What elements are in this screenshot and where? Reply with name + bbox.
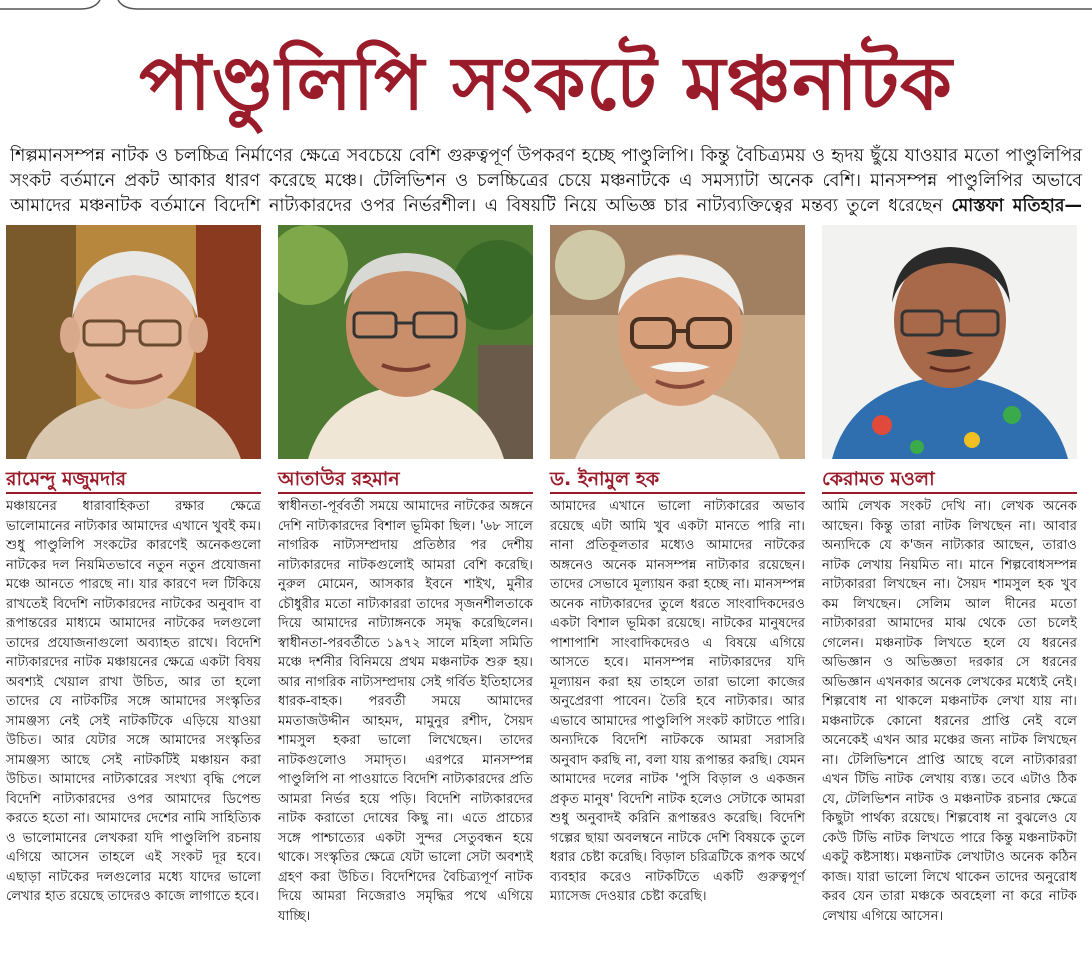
column-text-4: আমি লেখক সংকট দেখি না। লেখক অনেক আছেন। কিন্তু তারা নাটক লিখছেন না। আবার অন্যদিকে যে ক'জন নাট্যকার আছেন, তারাও নাটক লেখায় নিয়মিত না। মানে শিল্পবোধসম্পন্ন নাট্যকাররা লিখছেন না। সৈয়দ শামসুল হক খুব কম লিখছেন। সেলিম আল দীনের মতো নাট্যকাররা আমাদের মাঝ থেকে তো চলেই গেলেন। মঞ্চনাটক লিখতে হলে যে ধরনের অভিজ্ঞান ও অভিজ্ঞতা দরকার সে ধরনের অভিজ্ঞান এখনকার অনেক লেখকের মধ্যেই নেই। শিল্পবোধ না থাকলে মঞ্চনাটক লেখা যায় না। মঞ্চনাটকে কোনো ধরনের প্রাপ্তি নেই বলে অনেকেই এখন আর মঞ্চের জন্য নাটক লিখছেন না। টেলিভিশনে প্রাপ্তি আছে বলে নাট্যকাররা এখন টিভি নাটক লেখায় ব্যস্ত। তবে এটাও ঠিক যে, টেলিভিশন নাটক ও মঞ্চনাটক রচনার ক্ষেত্রে কিছুটা পার্থক্য রয়েছে। শিল্পবোধ না বুঝলেও যে কেউ টিভি নাটক লিখতে পারে কিন্তু মঞ্চনাটকটা একটু কষ্টসাধ্য। মঞ্চনাটক লেখাটাও অনেক কঠিন কাজ। যারা ভালো লিখে থাকেন তাদের অনুরোধ করব যেন তারা মঞ্চকে অবহেলা না করে নাটক লেখায় এগিয়ে আসেন। [822,499,1077,924]
portrait-3-image [550,225,805,459]
column-text-3: আমাদের এখানে ভালো নাট্যকারের অভাব রয়েছে এটা আমি খুব একটা মানতে পারি না। নানা প্রতিকূলতার মধ্যেও আমাদের নাটকের অঙ্গনেও অনেক মানসম্পন্ন নাট্যকার রয়েছেন। তাদের সেভাবে মূল্যায়ন করা হচ্ছে না। মানসম্পন্ন অনেক নাট্যকারদের তুলে ধরতে সাংবাদিকদেরও একটা বিশাল ভূমিকা রয়েছে। নাটকের মানুষদের পাশাপাশি সাংবাদিকদেরও এ বিষয়ে এগিয়ে আসতে হবে। মানসম্পন্ন নাট্যকারদের যদি মূল্যায়ন করা হয় তাহলে তারা ভালো কাজের অনুপ্রেরণা পাবেন। তৈরি হবে নাট্যকার। আর এভাবে আমাদের পাণ্ডুলিপি সংকট কাটাতে পারি। অন্যদিকে বিদেশি নাটককে আমরা সরাসরি অনুবাদ করছি না, বলা যায় রূপান্তর করছি। যেমন আমাদের দলের নাটক 'পুসি বিড়াল ও একজন প্রকৃত মানুষ' বিদেশি নাটক হলেও সেটাকে আমরা শুধু অনুবাদই করিনি রূপান্তরও করেছি। বিদেশি গল্পের ছায়া অবলম্বনে নাটকে দেশি বিষয়কে তুলে ধরার চেষ্টা করেছি। বিড়াল চরিত্রটিকে রূপক অর্থে ব্যবহার করেও নাটকটিতে একটি গুরুত্বপূর্ণ ম্যাসেজ দেওয়ার চেষ্টা করেছি। [550,499,805,904]
column-text-2: স্বাধীনতা-পূর্ববর্তী সময়ে আমাদের নাটকের অঙ্গনে দেশি নাট্যকারদের বিশাল ভূমিকা ছিল। '৬৮ সালে নাগরিক নাট্যসম্প্রদায় প্রতিষ্ঠার পর দেশীয় নাট্যকারদের নাটকগুলোই আমরা বেশি করেছি। নুরুল মোমেন, আসকার ইবনে শাইখ, মুনীর চৌধুরীর মতো নাট্যকাররা তাদের সৃজনশীলতাকে দিয়ে আমাদের নাট্যাঙ্গনকে সমৃদ্ধ করেছিলেন। স্বাধীনতা-পরবর্তীতে ১৯৭২ সালে মহিলা সমিতি মঞ্চে দর্শনীর বিনিময়ে প্রথম মঞ্চনাটক শুরু হয়। আর নাগরিক নাট্যসম্প্রদায় সেই গর্বিত ইতিহাসের ধারক-বাহক। পরবর্তী সময়ে আমাদের মমতাজউদ্দীন আহমদ, মামুনুর রশীদ, সৈয়দ শামসুল হকরা ভালো লিখেছেন। তাদের নাটকগুলোও সমাদৃত। এরপরে মানসম্পন্ন পাণ্ডুলিপি না পাওয়াতে বিদেশি নাট্যকারদের প্রতি আমরা নির্ভর হয়ে পড়ি। বিদেশি নাট্যকারদের নাটক করাতো দোষের কিছু না। এতে প্রাচ্যের সঙ্গে পাশ্চাত্যের একটা সুন্দর সেতুবন্ধন হয়ে থাকে। সংস্কৃতির ক্ষেত্রে যেটা ভালো সেটা অবশ্যই গ্রহণ করা উচিত। বিদেশিদের বৈচিত্র্যপূর্ণ নাটক দিয়ে আমরা নিজেরাও সমৃদ্ধির পথে এগিয়ে যাচ্ছি। [278,499,533,924]
article-headline: পাণ্ডুলিপি সংকটে মঞ্চনাটক [139,41,953,127]
article-intro [10,144,1082,219]
byline: মোস্তফা মতিহার— [951,196,1082,216]
portrait-photo-2 [278,225,533,459]
person-name-2: আতাউর রহমান [278,466,533,494]
portrait-photo-3 [550,225,805,459]
intro-text: শিল্পমানসম্পন্ন নাটক ও চলচ্চিত্র নির্মাণের ক্ষেত্রে সবচেয়ে বেশি গুরুত্বপূর্ণ উপকরণ হচ্ছে পাণ্ডুলিপি। কিন্তু বৈচিত্র্যময় ও হৃদয় ছুঁয়ে যাওয়ার মতো পাণ্ডুলিপির সংকট বর্তমানে প্রকট আকার ধারণ করেছে মঞ্চে। টেলিভিশন ও চলচ্চিত্রের চেয়ে মঞ্চনাটকে এ সমস্যাটা অনেক বেশি। মানসম্পন্ন পাণ্ডুলিপির অভাবে আমাদের মঞ্চনাটক বর্তমানে বিদেশি নাট্যকারদের ওপর নির্ভরশীল। এ বিষয়টি নিয়ে অভিজ্ঞ চার নাট্যব্যক্তিত্বের মন্তব্য তুলে ধরেছেন [10,146,1082,216]
portrait-photo-1 [6,225,261,459]
portrait-4-image [822,225,1077,459]
column-3 [550,466,805,907]
portrait-photo-4 [822,225,1077,459]
column-2 [278,466,533,926]
portrait-2-image [278,225,533,459]
top-border-ornament [0,0,1092,14]
person-name-4: কেরামত মওলা [822,466,1077,494]
person-name-3: ড. ইনামুল হক [550,466,805,494]
column-4 [822,466,1077,926]
column-text-1: মঞ্চায়নের ধারাবাহিকতা রক্ষার ক্ষেত্রে ভালোমানের নাট্যকার আমাদের এখানে খুবই কম। শুধু পাণ্ডুলিপি সংকটের কারণেই অনেকগুলো নাটকের দল নিয়মিতভাবে নতুন নতুন প্রযোজনা মঞ্চে আনতে পারছে না। যার কারণে দল টিকিয়ে রাখতেই বিদেশি নাট্যকারদের নাটকের অনুবাদ বা রূপান্তরের মাধ্যমে আমাদের নাটকের দলগুলো তাদের প্রযোজনাগুলো অব্যাহত রাখে। বিদেশি নাট্যকারদের নাটক মঞ্চায়নের ক্ষেত্রে একটা বিষয় অবশ্যই খেয়াল রাখা উচিত, আর তা হলো তাদের যে নাটকটির সঙ্গে আমাদের সংস্কৃতির সামঞ্জস্য নেই সেই নাটকটিকে এড়িয়ে যাওয়া উচিত। আর যেটার সঙ্গে আমাদের সংস্কৃতির সামঞ্জস্য আছে সেই নাটকটিই মঞ্চায়ন করা উচিত। আমাদের নাট্যকারের সংখ্যা বৃদ্ধি পেলে বিদেশি নাট্যকারদের ওপর আমাদের ডিপেন্ড করতে হতো না। আমাদের দেশের নামি সাহিত্যিক ও ভালোমানের লেখকরা যদি পাণ্ডুলিপি রচনায় এগিয়ে আসেন তাহলে এই সংকট দূর হবে। এছাড়া নাটকের দলগুলোর মধ্যে যাদের ভালো লেখার হাত রয়েছে তাদেরও কাজে লাগাতে হবে। [6,499,261,904]
person-name-1: রামেন্দু মজুমদার [6,466,261,494]
column-1 [6,466,261,907]
portrait-1-image [6,225,261,459]
